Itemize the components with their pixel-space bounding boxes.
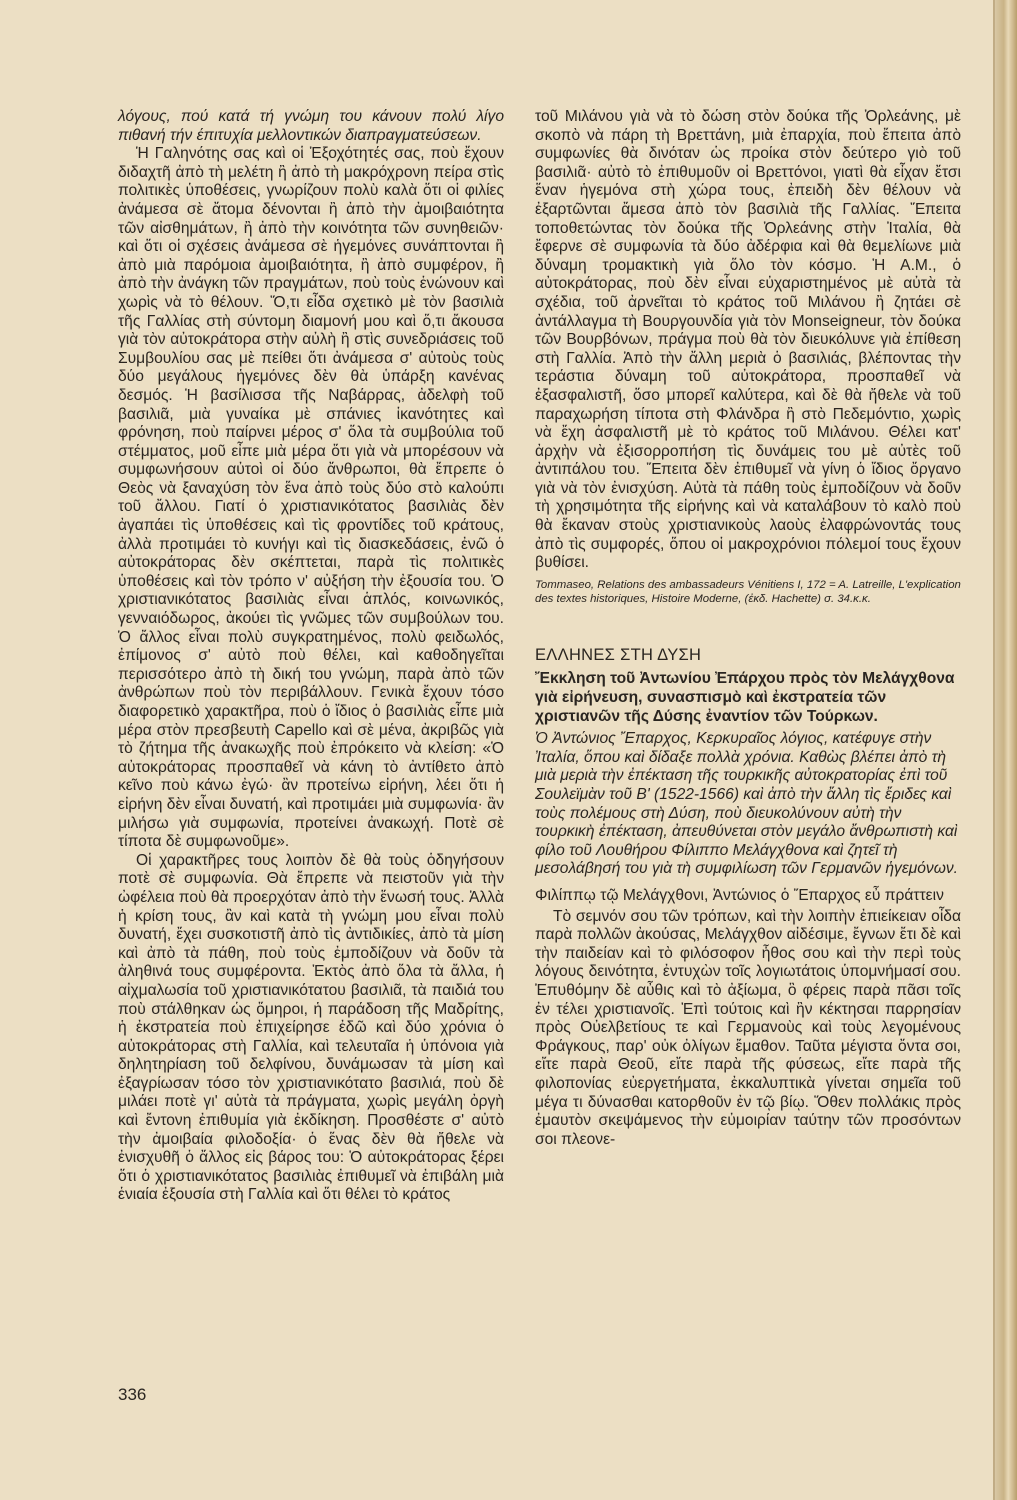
letter-address: Φιλίππῳ τῷ Μελάγχθονι, Ἀντώνιος ὁ Ἔπαρχος εὖ πράττειν [535, 886, 944, 904]
section-subheading: Ἔκκληση τοῦ Ἀντωνίου Ἐπάρχου πρὸς τὸν Μελάγχθονα γιὰ εἰρήνευση, συνασπισμὸ καὶ ἐκστρατεία τῶν χριστιανῶν τῆς Δύσης ἐναντίον τῶν Τούρκων. [535, 670, 955, 725]
body-paragraph: Ἡ Γαληνότης σας καὶ οἱ Ἐξοχότητές σας, ποὺ ἔχουν διδαχτῆ ἀπὸ τὴ μελέτη ἢ ἀπὸ τὴ μακρόχρονη πείρα στὶς πολιτικὲς ὑποθέσεις, γνωρίζουν πολὺ καλὰ ὅτι οἱ φιλίες ἀνάμεσα σὲ ἄτομα δένονται ἢ ἀπὸ τὴν ἀμοιβαιότητα τῶν αἰσθημάτων, ἢ ἀπὸ τὴν κοινότητα τῶν συνηθειῶν· καὶ ὅτι οἱ σχέσεις ἀνάμεσα σὲ ἡγεμόνες συνάπτονται ἢ ἀπὸ μιὰ παρόμοια ἀμοιβαιότητα, ἢ ἀπὸ συμφέρον, ἢ ἀπὸ τὴν ἀνάγκη τῶν πραγμάτων, ποὺ τοὺς ἑνώνουν καὶ χωρὶς νὰ τὸ θέλουν. Ὅ,τι εἶδα σχετικὸ μὲ τὸν βασιλιὰ τῆς Γαλλίας στὴ σύντομη διαμονή μου καὶ ὅ,τι ἄκουσα γιὰ τὸν αὐτοκράτορα στὴν αὐλὴ ἢ στὶς συνεδριάσεις τοῦ Συμβουλίου σας μὲ πείθει ὅτι ἀνάμεσα σ' αὐτοὺς τοὺς δύο μεγάλους ἡγεμόνες δὲν θὰ ὑπάρξη κανένας δεσμός. Ἡ βασίλισσα τῆς Ναβάρρας, ἀδελφὴ τοῦ βασιλιᾶ, μιὰ γυναίκα μὲ σπάνιες ἱκανότητες καὶ φρόνηση, ποὺ παίρνει μέρος σ' ὅλα τὰ συμβούλια τοῦ στέμματος, μοῦ εἶπε μιὰ μέρα ὅτι γιὰ νὰ μπορέσουν νὰ συμφωνήσουν αὐτοὶ οἱ δύο ἄνθρωποι, θὰ ἔπρεπε ὁ Θεὸς νὰ ξαναχύση τὸν ἕνα ἀπὸ τοὺς δύο στὸ καλούπι τοῦ ἄλλου. Γιατί ὁ χριστιανικότατος βασιλιὰς δὲν ἀγαπάει τὶς ὑποθέσεις καὶ τὶς φροντίδες τοῦ κράτους, ἀλλὰ προτιμάει τὸ κυνήγι καὶ τὶς διασκεδάσεις, ἐνῶ ὁ αὐτοκράτορας δὲν σκέπτεται, παρὰ τὶς πολιτικὲς ὑποθέσεις καὶ τὸν τρόπο ν' αὐξήση τὴν ἐξουσία του. Ὁ χριστιανικότατος βασιλιὰς εἶναι ἁπλός, κοινωνικός, γενναιόδωρος, ἀκούει τὶς γνῶμες τῶν συμβούλων του. Ὁ ἄλλος εἶναι πολὺ συγκρατημένος, πολὺ φειδωλός, ἐπίμονος σ' αὐτὸ ποὺ θέλει, καὶ καθοδηγεῖται περισσότερο ἀπὸ τὴ δική του γνώμη, παρὰ ἀπὸ τῶν ἀνθρώπων ποὺ τὸν περιβάλλουν. Γενικὰ ἔχουν τόσο διαφορετικὸ χαρακτῆρα, ποὺ ὁ ἴδιος ὁ βασιλιὰς εἶπε μιὰ μέρα στὸν πρεσβευτὴ Capello καὶ σὲ μένα, ἀκριβῶς γιὰ τὸ ζήτημα τῆς ἀνακωχῆς ποὺ ἐπρόκειτο νὰ κλείση: «Ὁ αὐτοκράτορας προσπαθεῖ νὰ κάνη τὸ ἀντίθετο ἀπὸ κεῖνο ποὺ κάνω ἐγώ· ἂν προτείνω εἰρήνη, λέει ὅτι ἡ εἰρήνη δὲν εἶναι δυνατή, καὶ προτιμάει μιὰ συμφωνία· ἂν μιλήσω γιὰ συμφωνία, προτείνει ἀνακωχή. Ποτὲ σὲ τίποτα δὲ συμφωνοῦμε». [118, 145, 504, 851]
left-column [118, 108, 504, 1205]
intro-italic-text: λόγους, πού κατά τή γνώμη του κάνουν πολύ λίγο πιθανή τήν έπιτυχία μελλοντικών διαπραγματεύσεων. [118, 108, 504, 144]
right-column [535, 108, 961, 1149]
letter-body: Τὸ σεμνόν σου τῶν τρόπων, καὶ τὴν λοιπὴν ἐπιείκειαν οἶδα παρὰ πολλῶν ἀκούσας, Μελάγχθον αἰδέσιμε, ἔγνων ἔτι δὲ καὶ τὴν παιδείαν καὶ τὸ φιλόσοφον ἦθος σου καὶ τὴν περὶ τοὺς λόγους δεινότητα, ἐντυχὼν τοῖς λογιωτάτοις ὑπομνήμασί σου. Ἐπυθόμην δὲ αὖθις καὶ τὸ ἀξίωμα, ὃ φέρεις παρὰ πᾶσι τοῖς ἐν τέλει χριστιανοῖς. Ἐπὶ τούτοις καὶ ἣν κέκτησαι παρρησίαν πρὸς Οὐελβετίους τε καὶ Γερμανοὺς καὶ τοὺς λεγομένους Φράγκους, παρ' οὐκ ὀλίγων ἔμαθον. Ταῦτα μέγιστα ὄντα σοι, εἴτε παρὰ Θεοῦ, εἴτε παρὰ τῆς φύσεως, εἴτε παρὰ τῆς φιλοπονίας εὐεργετήματα, ἐκκαλυπτικὰ γίνεται σημεῖα τοῦ μέγα τι δύνασθαι κατορθοῦν ἐν τῷ βίῳ. Ὅθεν πολλάκις πρὸς ἐμαυτὸν σκεψάμενος τὴν εὐμοιρίαν ταύτην τῶν προσόντων σοι πλεονε- [535, 907, 961, 1148]
citation: Tommaseo, Relations des ambassadeurs Vénitiens I, 172 = A. Latreille, L'explication des textes historiques, Histoire Moderne, (ἐκδ. Hachette) σ. 34.κ.κ. [535, 578, 961, 605]
page-number: 336 [118, 1385, 147, 1404]
page-edge [995, 0, 1017, 1500]
section-heading: ΕΛΛΗΝΕΣ ΣΤΗ ΔΥΣΗ [535, 645, 702, 664]
body-paragraph: τοῦ Μιλάνου γιὰ νὰ τὸ δώση στὸν δούκα τῆς Ὀρλεάνης, μὲ σκοπὸ νὰ πάρη τὴ Βρεττάνη, μιὰ ἐπαρχία, ποὺ ἔπειτα ἀπὸ συμφωνίες θὰ δινόταν ὡς προίκα στὸν δεύτερο γιὸ τοῦ βασιλιᾶ· αὐτὸ τὸ ἐπιθυμοῦν οἱ Βρεττόνοι, γιατὶ θὰ εἶχαν ἔτσι ἕναν ἡγεμόνα στὴ χώρα τους, ἐπειδὴ δὲν θέλουν νὰ ἐξαρτῶνται ἄμεσα ἀπὸ τὸν βασιλιὰ τῆς Γαλλίας. Ἔπειτα τοποθετώντας τὸν δούκα τῆς Ὀρλεάνης στὴν Ἰταλία, θὰ ἔφερνε σὲ συμφωνία τὰ δύο ἀδέρφια καὶ θὰ θεμελίωνε μιὰ δύναμη τρομακτικὴ γιὰ ὅλο τὸν κόσμο. Ἡ Α.Μ., ὁ αὐτοκράτορας, ποὺ δὲν εἶναι εὐχαριστημένος μὲ αὐτὰ τὰ σχέδια, τοῦ ἀρνεῖται τὸ κράτος τοῦ Μιλάνου ἢ ζητάει σὲ ἀντάλλαγμα τὴ Βουργουνδία γιὰ τὸν Monseigneur, τὸν δούκα τῶν Βουρβόνων, πράγμα ποὺ θὰ τὸν διευκόλυνε γιὰ ἐπίθεση στὴ Γαλλία. Ἀπὸ τὴν ἄλλη μεριὰ ὁ βασιλιάς, βλέποντας τὴν τεράστια δύναμη τοῦ αὐτοκράτορα, προσπαθεῖ νὰ ἐξασφαλιστῆ, ὅσο μπορεῖ καλύτερα, καὶ δὲ θὰ ἤθελε νὰ τοῦ παραχωρήση τίποτα στὴ Φλάνδρα ἢ στὸ Πεδεμόντιο, χωρὶς νὰ ἔχη ἀσφαλιστῆ μὲ τὸ κράτος τοῦ Μιλάνου. Θέλει κατ' ἀρχὴν νὰ ἐξισορροπήση τὶς δυνάμεις του μὲ αὐτὲς τοῦ ἀντιπάλου του. Ἔπειτα δὲν ἐπιθυμεῖ νὰ γίνη ὁ ἴδιος ὄργανο γιὰ νὰ τὸν ἐνισχύση. Αὐτὰ τὰ πάθη τοὺς ἐμποδίζουν νὰ δοῦν τὴ χρησιμότητα τῆς εἰρήνης καὶ νὰ καταλάβουν τὸ καλὸ ποὺ θὰ ἔκαναν στοὺς χριστιανικοὺς λαοὺς ἐλαφρώνοντάς τους ἀπὸ τὶς συμφορές, ὅπου οἱ μακροχρόνιοι πόλεμοί τους ἔχουν βυθίσει. [535, 108, 961, 572]
body-paragraph: Οἱ χαρακτῆρες τους λοιπὸν δὲ θὰ τοὺς ὁδηγήσουν ποτὲ σὲ συμφωνία. Θὰ ἔπρεπε νὰ πειστοῦν γιὰ τὴν ὠφέλεια ποὺ θὰ προερχόταν ἀπὸ τὴν ἕνωσή τους. Ἀλλὰ ἡ κρίση τους, ἂν καὶ κατὰ τὴ γνώμη μου εἶναι πολὺ δυνατή, ἔχει συσκοτιστῆ ἀπὸ τὶς ἀντιδικίες, ἀπὸ τὰ μίση καὶ ἀπὸ τὰ πάθη, ποὺ τοὺς ἐμποδίζουν νὰ δοῦν τὰ ἀληθινά τους συμφέροντα. Ἐκτὸς ἀπὸ ὅλα τὰ ἄλλα, ἡ αἰχμαλωσία τοῦ χριστιανικότατου βασιλιᾶ, τὰ παιδιά του ποὺ στάλθηκαν ὡς ὅμηροι, ἡ παράδοση τῆς Μαδρίτης, ἡ ἐκστρατεία ποὺ ἐπιχείρησε ἐδῶ καὶ δύο χρόνια ὁ αὐτοκράτορας στὴ Γαλλία, καὶ τελευταῖα ἡ ὑπόνοια γιὰ δηλητηρίαση τοῦ δελφίνου, δυνάμωσαν τὰ μίση καὶ ἐξαγρίωσαν τόσο τὸν χριστιανικότατο βασιλιά, ποὺ δὲ μιλάει ποτὲ γι' αὐτὰ τὰ πράγματα, χωρὶς μεγάλη ὀργὴ καὶ ἔντονη ἐπιθυμία γιὰ ἐκδίκηση. Προσθέστε σ' αὐτὸ τὴν ἀμοιβαία φιλοδοξία· ὁ ἕνας δὲν θὰ ἤθελε νὰ ἐνισχυθῆ ὁ ἄλλος εἰς βάρος του: Ὁ αὐτοκράτορας ξέρει ὅτι ὁ χριστιανικότατος βασιλιὰς ἐπιθυμεῖ νὰ ἐπιβάλη μιὰ ἑνιαία ἐξουσία στὴ Γαλλία καὶ ὅτι θέλει τὸ κράτος [118, 851, 504, 1204]
section-intro: Ὁ Ἀντώνιος Ἔπαρχος, Κερκυραῖος λόγιος, κατέφυγε στὴν Ἰταλία, ὅπου καὶ δίδαξε πολλὰ χρόνια. Καθὼς βλέπει ἀπὸ τὴ μιὰ μεριὰ τὴν ἐπέκταση τῆς τουρκικῆς αὐτοκρατορίας ἐπὶ τοῦ Σουλεϊμὰν τοῦ Β' (1522-1566) καὶ ἀπὸ τὴν ἄλλη τὶς ἔριδες καὶ τοὺς πολέμους στὴ Δύση, ποὺ διευκολύνουν αὐτὴ τὴν τουρκικὴ ἐπέκταση, ἀπευθύνεται στὸν μεγάλο ἄνθρωπιστὴ καὶ φίλο τοῦ Λουθήρου Φίλιππο Μελάγχθονα καὶ ζητεῖ τὴ μεσολάβησή του γιὰ τὴ συμφιλίωση τῶν Γερμανῶν ἡγεμόνων. [535, 730, 958, 878]
